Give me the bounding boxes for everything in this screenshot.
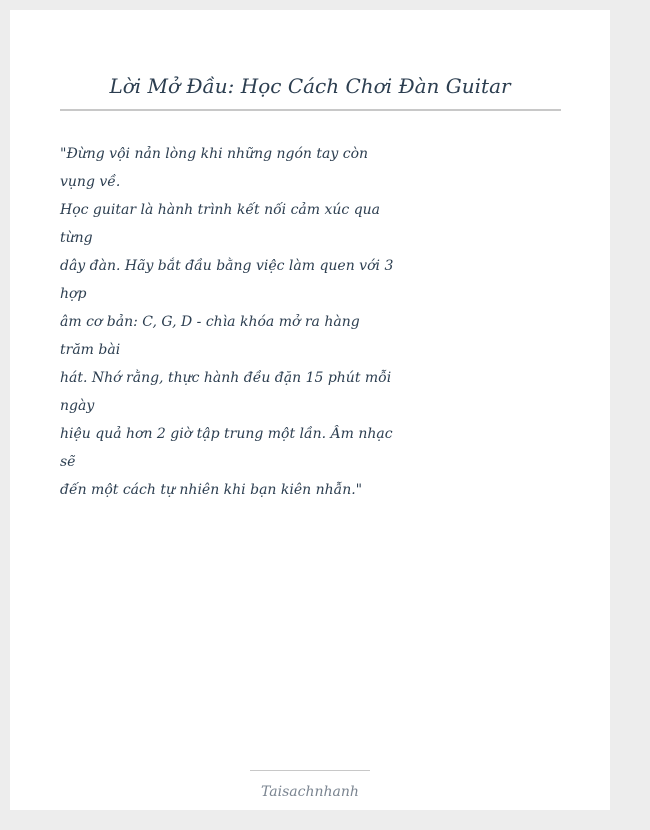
body-line: từng (60, 230, 93, 246)
document-page (10, 10, 610, 810)
body-line: âm cơ bản: C, G, D - chìa khóa mở ra hàng (60, 314, 360, 330)
page-title: Lời Mở Đầu: Học Cách Chơi Đàn Guitar (109, 74, 511, 98)
body-line: ngày (60, 398, 95, 414)
body-line: đến một cách tự nhiên khi bạn kiên nhẫn." (60, 482, 363, 498)
body-line: "Đừng vội nản lòng khi những ngón tay còn (60, 146, 369, 162)
body-line: hiệu quả hơn 2 giờ tập trung một lần. Âm nhạc (60, 426, 393, 442)
body-line: hát. Nhớ rằng, thực hành đều đặn 15 phút mỗi (60, 370, 392, 386)
body-paragraph (60, 140, 394, 504)
body-line: dây đàn. Hãy bắt đầu bằng việc làm quen với 3 (60, 258, 394, 274)
title-divider (60, 109, 561, 111)
body-line: Học guitar là hành trình kết nối cảm xúc qua (60, 202, 381, 218)
body-line: trăm bài (60, 342, 121, 358)
body-line: hợp (60, 286, 87, 302)
body-line: sẽ (60, 454, 76, 470)
footer-divider (250, 770, 370, 771)
footer-source: Taisachnhanh (261, 784, 359, 800)
body-line: vụng về. (60, 174, 121, 190)
